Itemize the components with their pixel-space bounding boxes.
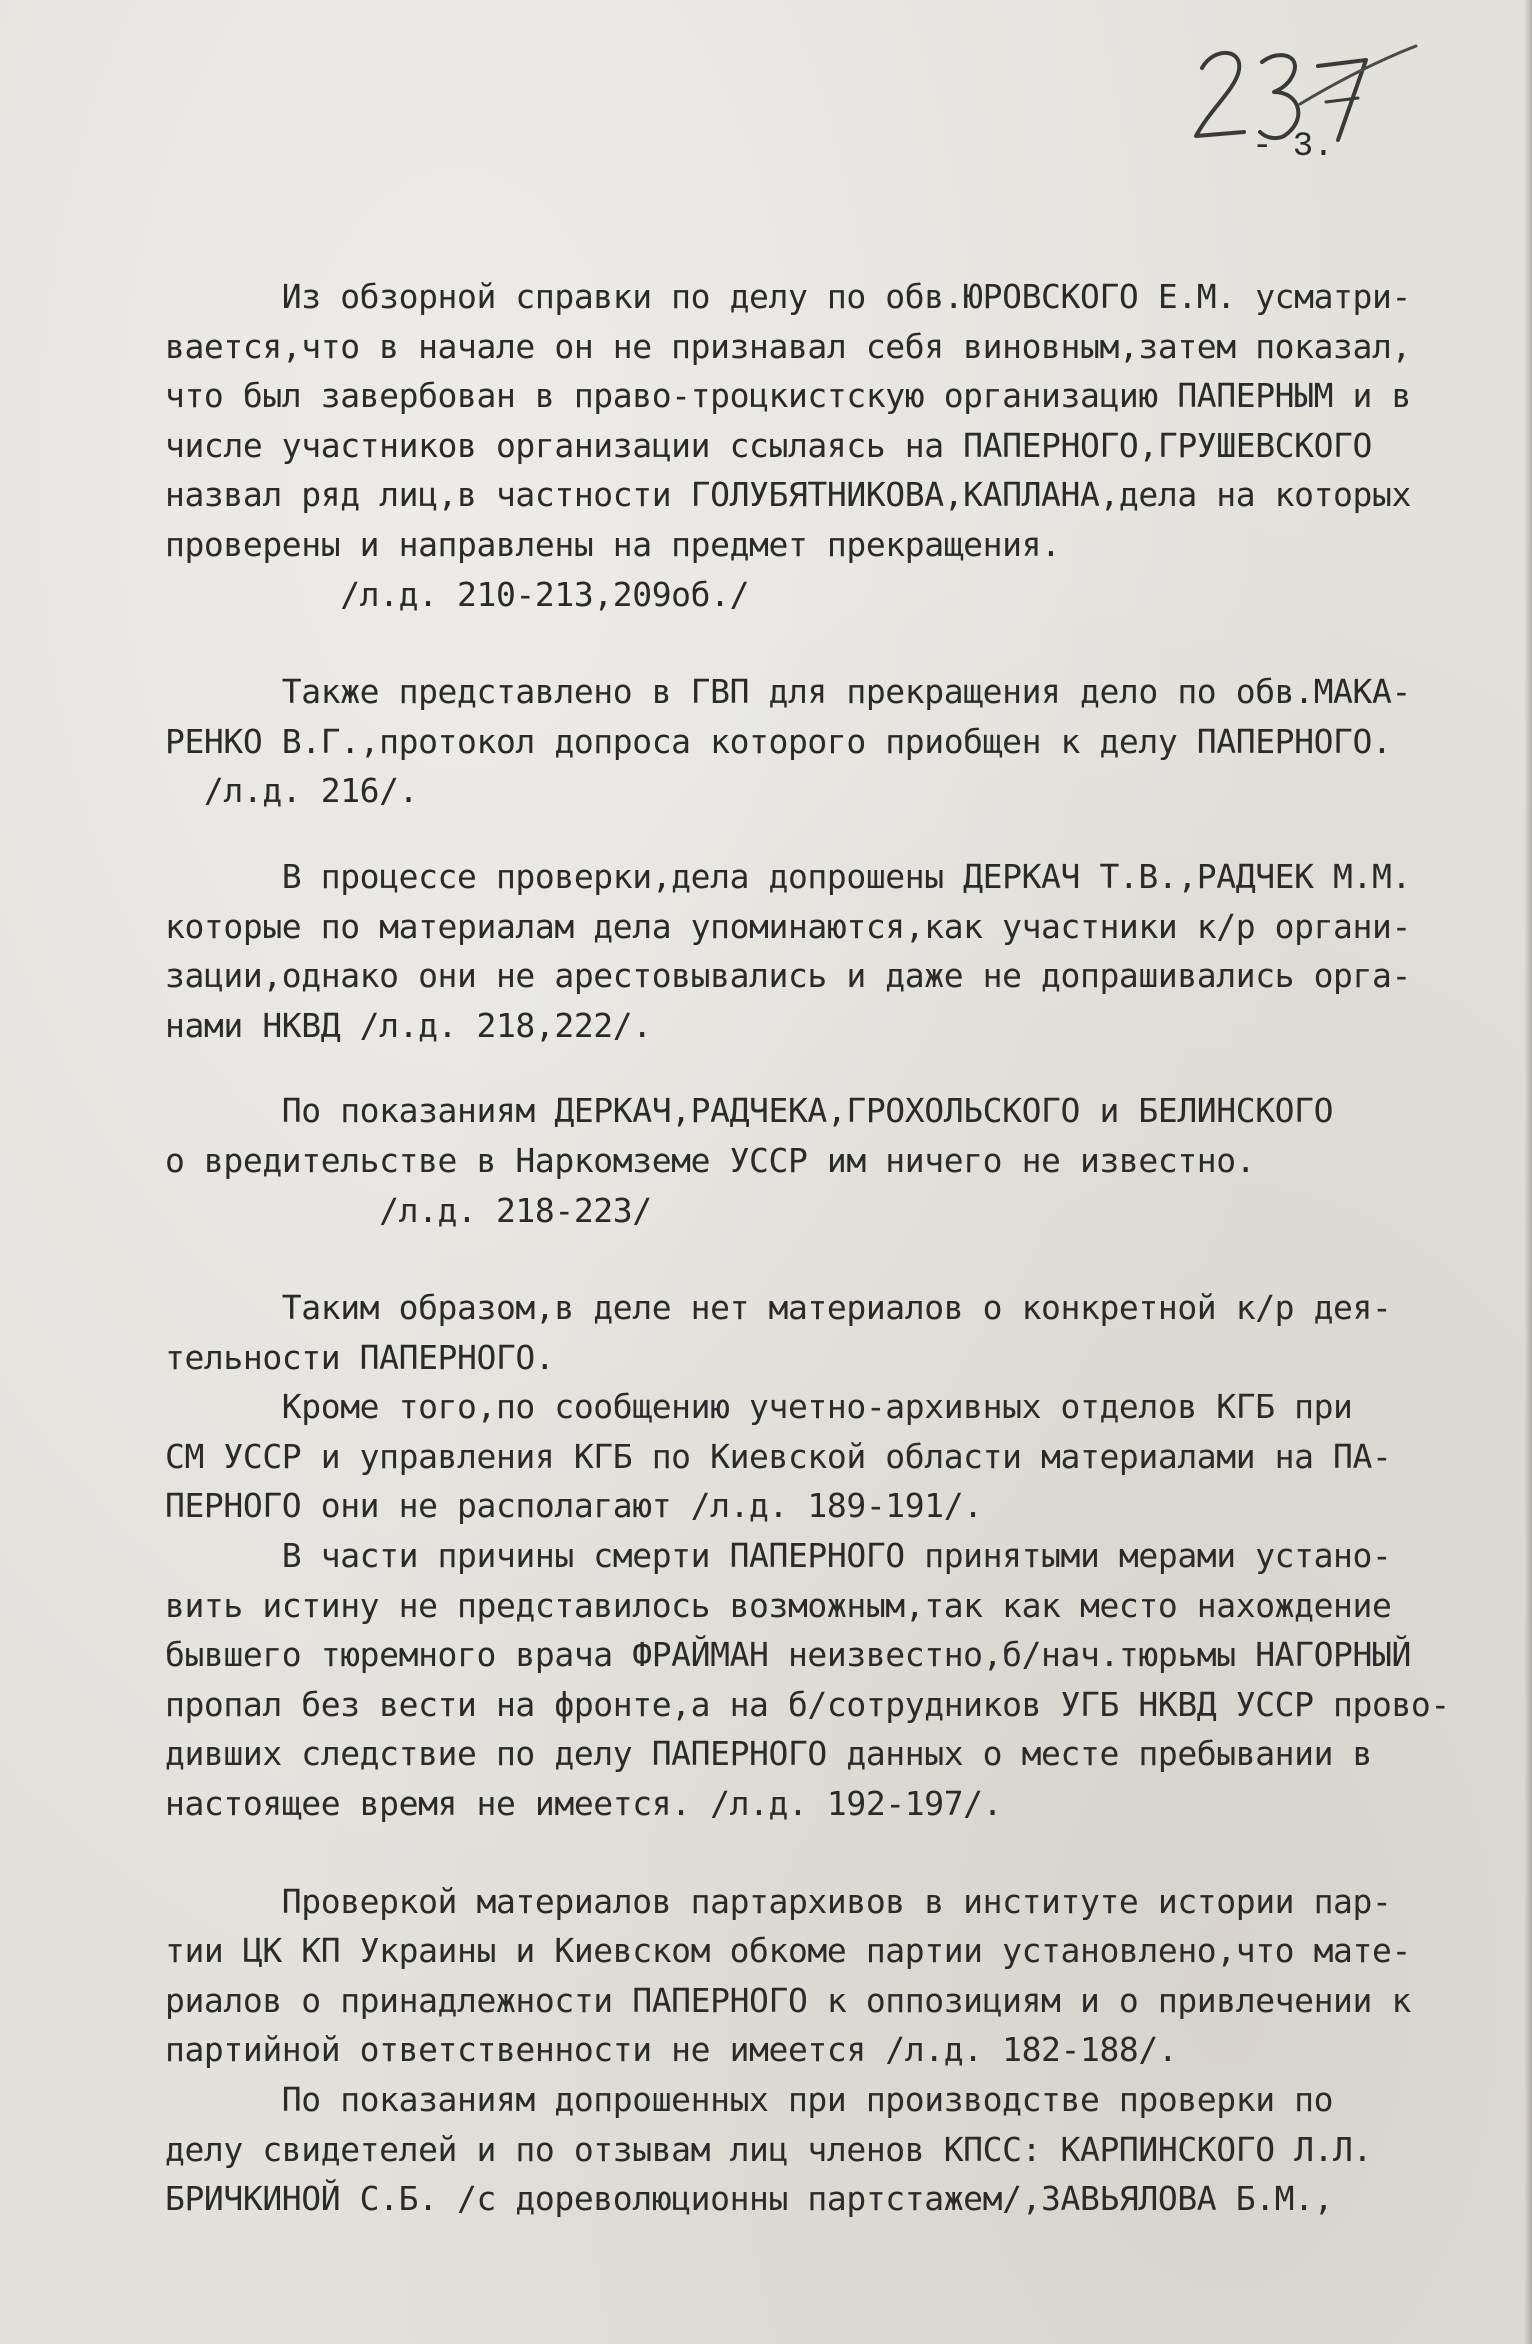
page-number: - 3. <box>1252 128 1334 166</box>
text-line: ПЕРНОГО они не располагают /л.д. 189-191/. <box>165 1486 983 1526</box>
text-line: риалов о принадлежности ПАПЕРНОГО к оппозициям и о привлечении к <box>165 1980 1411 2020</box>
text-line: назвал ряд лиц,в частности ГОЛУБЯТНИКОВА,КАПЛАНА,дела на которых <box>165 475 1411 515</box>
paragraph-gap <box>165 1829 1505 1877</box>
text-line: вается,что в начале он не признавал себя виновным,затем показал, <box>165 326 1411 366</box>
text-line: настоящее время не имеется. /л.д. 192-197/. <box>165 1784 1003 1824</box>
text-line: По показаниям допрошенных при производстве проверки по <box>165 2080 1334 2119</box>
paragraph-gap <box>165 1235 1505 1283</box>
paragraph-gap <box>165 816 1505 852</box>
text-line: числе участников организации ссылаясь на ПАПЕРНОГО,ГРУШЕВСКОГО <box>165 425 1372 465</box>
text-line: БРИЧКИНОЙ С.Б. /с дореволюционны партстажем/,ЗАВЬЯЛОВА Б.М., <box>165 2179 1334 2219</box>
text-line: зации,однако они не арестовывались и даже не допрашивались орга- <box>165 956 1411 996</box>
text-line: нами НКВД /л.д. 218,222/. <box>165 1005 652 1045</box>
text-line: СМ УССР и управления КГБ по Киевской области материалами на ПА- <box>165 1436 1392 1476</box>
text-line: что был завербован в право-троцкистскую организацию ПАПЕРНЫМ и в <box>165 376 1411 416</box>
text-line: пропал без вести на фронте,а на б/сотрудников УГБ НКВД УССР прово- <box>165 1684 1450 1724</box>
paragraph-gap <box>165 1050 1505 1086</box>
text-line: РЕНКО В.Г.,протокол допроса которого приобщен к делу ПАПЕРНОГО. <box>165 721 1392 761</box>
text-line: В процессе проверки,дела допрошены ДЕРКАЧ Т.В.,РАДЧЕК М.М. <box>165 856 1411 896</box>
text-line: дивших следствие по делу ПАПЕРНОГО данных о месте пребывании в <box>165 1734 1372 1774</box>
text-line: делу свидетелей и по отзывам лиц членов КПСС: КАРПИНСКОГО Л.Л. <box>165 2129 1372 2169</box>
text-line: В части причины смерти ПАПЕРНОГО принятыми мерами устано- <box>165 1536 1392 1576</box>
text-line: вить истину не представилось возможным,так как место нахождение <box>165 1585 1392 1625</box>
page-edge-shadow <box>1524 0 1532 2344</box>
case-reference: /л.д. 216/. <box>165 771 419 811</box>
case-reference: /л.д. 210-213,209об./ <box>165 574 750 614</box>
text-line: проверены и направлены на предмет прекращения. <box>165 524 1061 564</box>
text-line: По показаниям ДЕРКАЧ,РАДЧЕКА,ГРОХОЛЬСКОГО и БЕЛИНСКОГО <box>165 1091 1334 1131</box>
text-line: о вредительстве в Наркомземе УССР им ничего не известно. <box>165 1140 1256 1180</box>
text-line: Из обзорной справки по делу по обв.ЮРОВСКОГО Е.М. усматри- <box>165 277 1411 316</box>
case-reference: /л.д. 218-223/ <box>165 1190 652 1230</box>
text-line: тельности ПАПЕРНОГО. <box>165 1337 555 1377</box>
paragraph-gap <box>165 619 1505 667</box>
text-line: бывшего тюремного врача ФРАЙМАН неизвестно,б/нач.тюрьмы НАГОРНЫЙ <box>165 1635 1411 1675</box>
text-line: партийной ответственности не имеется /л.д. 182-188/. <box>165 2030 1178 2070</box>
text-line: Также представлено в ГВП для прекращения дело по обв.МАКА- <box>165 672 1411 712</box>
text-line: которые по материалам дела упоминаются,как участники к/р органи- <box>165 906 1411 946</box>
text-line: Проверкой материалов партархивов в институте истории пар- <box>165 1881 1392 1921</box>
document-body <box>165 272 1505 2224</box>
text-line: тии ЦК КП Украины и Киевском обкоме партии установлено,что мате- <box>165 1931 1411 1971</box>
text-line: Кроме того,по сообщению учетно-архивных отделов КГБ при <box>165 1387 1353 1427</box>
text-line: Таким образом,в деле нет материалов о конкретной к/р дея- <box>165 1288 1392 1328</box>
